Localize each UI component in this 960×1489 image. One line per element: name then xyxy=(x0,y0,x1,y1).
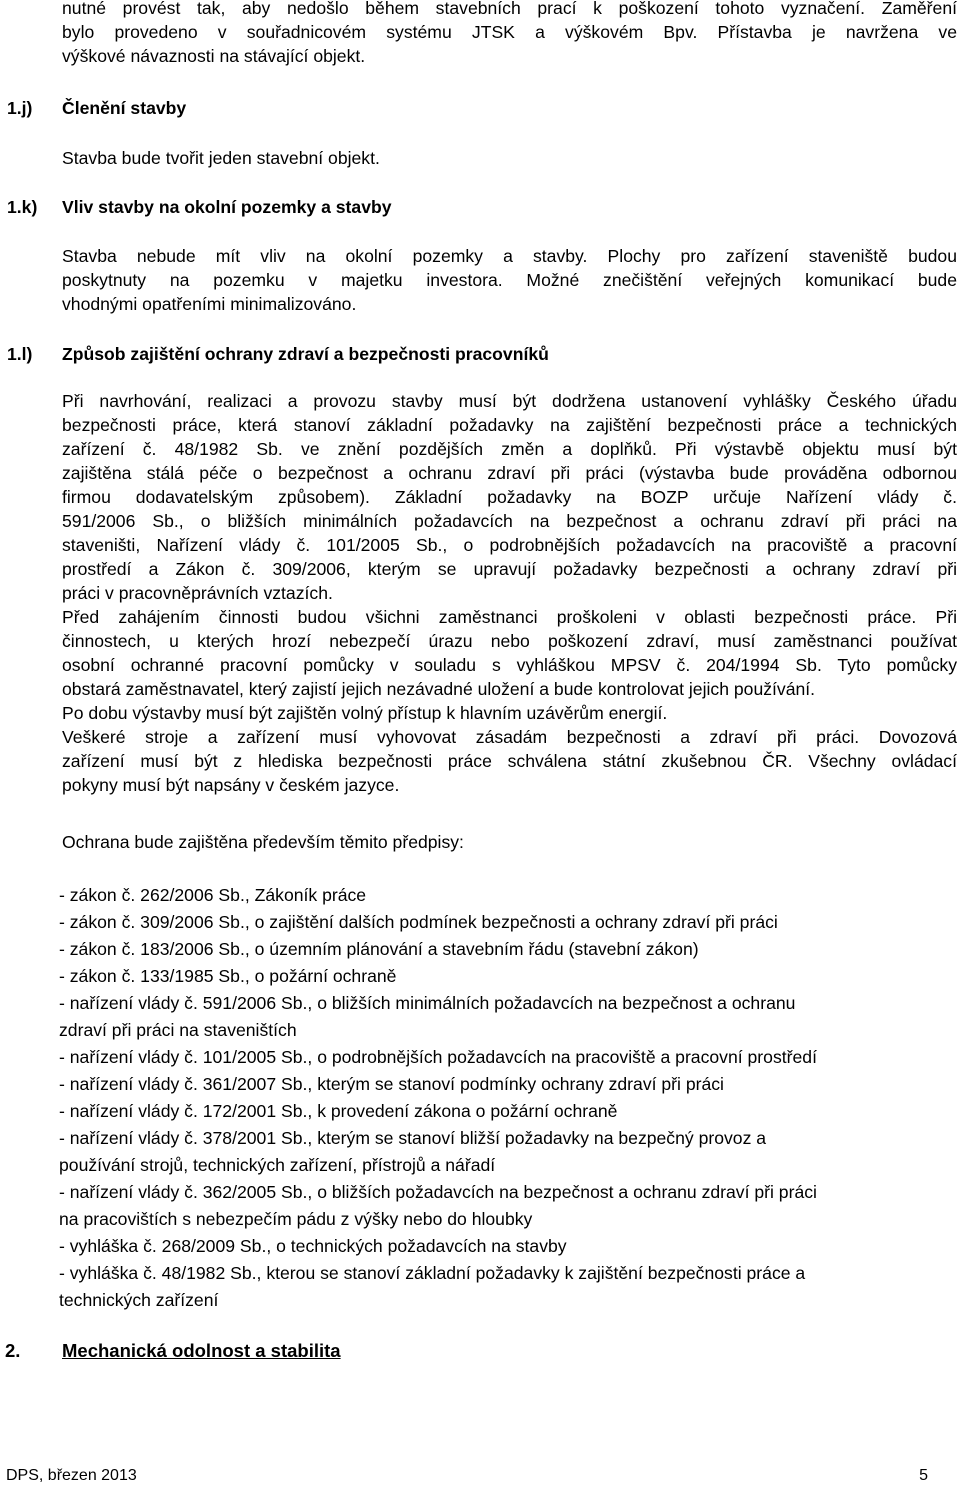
section-1l-line: Veškeré stroje a zařízení musí vyhovovat zásadám bezpečnosti a zdraví při práci. Dovozová xyxy=(62,727,957,747)
section-1k-line: vhodnými opatřeními minimalizováno. xyxy=(62,294,357,314)
section-number-1k: 1.k) xyxy=(7,197,38,217)
intro-paragraph xyxy=(62,0,957,68)
section-1l-line: prostředí a Zákon č. 309/2006, kterým se upravují požadavky bezpečnosti a ochrany zdraví při xyxy=(62,559,957,579)
section-1l-line: Po dobu výstavby musí být zajištěn volný přístup k hlavním uzávěrům energií. xyxy=(62,703,668,723)
section-1k-line: poskytnuty na pozemku v majetku investora. Možné znečištění veřejných komunikací bude xyxy=(62,270,957,290)
section-2-title: Mechanická odolnost a stabilita xyxy=(62,1340,341,1361)
list-item: - nařízení vlády č. 361/2007 Sb., kterým se stanoví podmínky ochrany zdraví při práci xyxy=(59,1074,724,1094)
section-2-number: 2. xyxy=(5,1340,21,1361)
section-1l-line: osobní ochranné pracovní pomůcky v souladu s vyhláškou MPSV č. 204/1994 Sb. Tyto pomůcky xyxy=(62,655,957,675)
section-title-1l: Způsob zajištění ochrany zdraví a bezpečnosti pracovníků xyxy=(62,344,549,364)
section-1l-line: zajištěna stálá péče o bezpečnost a ochranu zdraví při práci (výstavba bude prováděna odbornou xyxy=(62,463,957,483)
list-item: - nařízení vlády č. 101/2005 Sb., o podrobnějších požadavcích na pracoviště a pracovní prostředí xyxy=(59,1047,817,1067)
section-1l-line: práci v pracovněprávních vztazích. xyxy=(62,583,333,603)
section-1l-line: Před zahájením činnosti budou všichni zaměstnanci proškoleni v oblasti bezpečnosti práce. Při xyxy=(62,607,957,627)
section-1l-line: staveništi, Nařízení vlády č. 101/2005 Sb., o podrobnějších požadavcích na pracoviště a pracovní xyxy=(62,535,957,555)
protection-intro-line: Ochrana bude zajištěna především těmito předpisy: xyxy=(62,832,464,852)
section-1l-line: obstará zaměstnavatel, který zajistí jejich nezávadné uložení a bude kontrolovat jejich používání. xyxy=(62,679,816,699)
list-item: - nařízení vlády č. 172/2001 Sb., k provedení zákona o požární ochraně xyxy=(59,1101,618,1121)
protection-intro xyxy=(62,830,957,854)
page-number: 5 xyxy=(919,1467,928,1484)
list-item: - zákon č. 309/2006 Sb., o zajištění dalších podmínek bezpečnosti a ochrany zdraví při práci xyxy=(59,912,778,932)
intro-line: bylo provedeno v souřadnicovém systému JTSK a výškovém Bpv. Přístavba je navržena ve xyxy=(62,22,957,42)
section-title-1k: Vliv stavby na okolní pozemky a stavby xyxy=(62,197,392,217)
list-item: - zákon č. 183/2006 Sb., o územním plánování a stavebním řádu (stavební zákon) xyxy=(59,939,699,959)
section-1l-line: zařízení č. 48/1982 Sb. ve znění pozdějších změn a doplňků. Při výstavbě objektu musí být xyxy=(62,439,957,459)
list-item: používání strojů, technických zařízení, přístrojů a nářadí xyxy=(59,1155,496,1175)
section-1k-line: Stavba nebude mít vliv na okolní pozemky a stavby. Plochy pro zařízení staveniště budou xyxy=(62,246,957,266)
section-1l-paragraph xyxy=(62,389,957,797)
list-item: - nařízení vlády č. 591/2006 Sb., o bližších minimálních požadavcích na bezpečnost a ochranu xyxy=(59,993,796,1013)
section-2-heading xyxy=(5,1340,341,1362)
section-number-1l: 1.l) xyxy=(7,344,33,364)
section-title-1j: Členění stavby xyxy=(62,98,187,118)
intro-line: výškové návaznosti na stávající objekt. xyxy=(62,46,366,66)
list-item: - zákon č. 262/2006 Sb., Zákoník práce xyxy=(59,885,367,905)
list-item: zdraví při práci na staveništích xyxy=(59,1020,297,1040)
list-item: - zákon č. 133/1985 Sb., o požární ochraně xyxy=(59,966,397,986)
list-item: - nařízení vlády č. 378/2001 Sb., kterým se stanoví bližší požadavky na bezpečný provoz a xyxy=(59,1128,767,1148)
regulation-list xyxy=(59,882,959,1314)
section-1l-line: Při navrhování, realizaci a provozu stavby musí být dodržena ustanovení vyhlášky Českého úřadu xyxy=(62,391,957,411)
section-1j-line: Stavba bude tvořit jeden stavební objekt. xyxy=(62,148,380,168)
section-1l-line: 591/2006 Sb., o bližších minimálních požadavcích na bezpečnost a ochranu zdraví při práci na xyxy=(62,511,957,531)
list-item: - nařízení vlády č. 362/2005 Sb., o bližších požadavcích na bezpečnost a ochranu zdraví při práci xyxy=(59,1182,817,1202)
section-1l-line: bezpečnosti práce, která stanoví základní požadavky na zajištění bezpečnosti práce a technických xyxy=(62,415,957,435)
section-1l-line: pokyny musí být napsány v českém jazyce. xyxy=(62,775,400,795)
section-number-1j: 1.j) xyxy=(7,98,33,118)
section-1l-line: firmou dodavatelským způsobem). Základní požadavky na BOZP určuje Nařízení vlády č. xyxy=(62,487,957,507)
list-item: na pracovištích s nebezpečím pádu z výšky nebo do hloubky xyxy=(59,1209,533,1229)
section-1j-text xyxy=(62,146,957,170)
section-1l-line: zařízení musí být z hlediska bezpečnosti práce schválena státní zkušebnou ČR. Všechny ovládací xyxy=(62,751,957,771)
footer-date: DPS, březen 2013 xyxy=(6,1467,137,1484)
section-1k-paragraph xyxy=(62,244,957,316)
list-item: - vyhláška č. 268/2009 Sb., o technických požadavcích na stavby xyxy=(59,1236,567,1256)
section-1l-line: činnostech, u kterých hrozí nebezpečí úrazu nebo poškození zdraví, musí zaměstnanci používat xyxy=(62,631,957,651)
list-item: - vyhláška č. 48/1982 Sb., kterou se stanoví základní požadavky k zajištění bezpečnosti práce a xyxy=(59,1263,806,1283)
intro-line: nutné provést tak, aby nedošlo během stavebních prací k poškození tohoto vyznačení. Zaměření xyxy=(62,0,957,18)
list-item: technických zařízení xyxy=(59,1290,219,1310)
